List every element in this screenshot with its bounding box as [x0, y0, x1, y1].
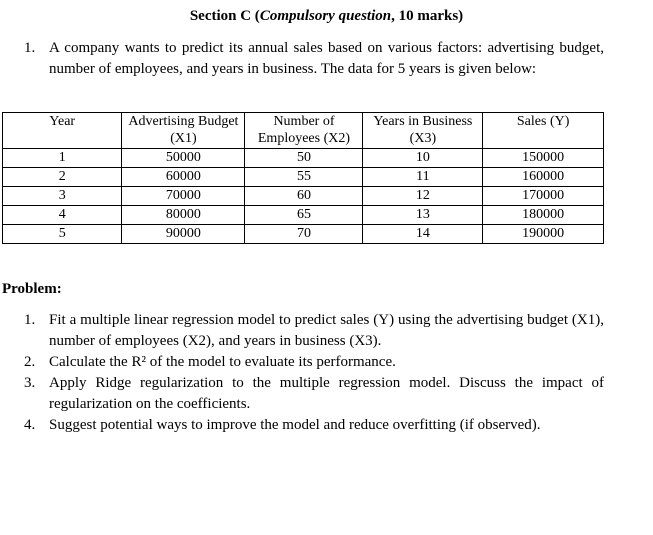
table-cell: 2 — [3, 168, 122, 187]
column-header: Years in Business (X3) — [363, 113, 483, 149]
title-prefix: Section C ( — [189, 8, 260, 24]
problem-item — [24, 373, 604, 415]
table-cell: 190000 — [483, 225, 604, 244]
table-row — [3, 149, 604, 168]
table-cell: 150000 — [483, 149, 604, 168]
table-cell: 50000 — [122, 149, 245, 168]
table-cell: 180000 — [483, 206, 604, 225]
table-cell: 170000 — [483, 187, 604, 206]
problem-text: Apply Ridge regularization to the multiple regression model. Discuss the impact of regularization on the coefficients. — [49, 375, 604, 412]
problem-heading: Problem: — [2, 281, 62, 297]
problem-item — [24, 352, 604, 373]
problem-text: Fit a multiple linear regression model to predict sales (Y) using the advertising budget (X1), number of employees (X2), and years in business (X3). — [49, 312, 604, 349]
problem-item — [24, 415, 604, 436]
problem-list — [24, 310, 604, 436]
table-cell: 3 — [3, 187, 122, 206]
question-1 — [24, 38, 604, 80]
data-table — [2, 112, 604, 244]
question-text: A company wants to predict its annual sales based on various factors: advertising budget, number of employees, and years in business. The data for 5 years is given below: — [49, 40, 604, 77]
title-italic: Compulsory question — [259, 8, 392, 24]
column-header: Number of Employees (X2) — [245, 113, 363, 149]
table-cell: 70000 — [122, 187, 245, 206]
table-cell: 13 — [363, 206, 483, 225]
table-cell: 14 — [363, 225, 483, 244]
problem-text: Calculate the R² of the model to evaluate its performance. — [49, 354, 396, 370]
table-cell: 90000 — [122, 225, 245, 244]
table-cell: 65 — [245, 206, 363, 225]
table-row — [3, 168, 604, 187]
section-title — [0, 8, 653, 25]
table-cell: 12 — [363, 187, 483, 206]
table-cell: 60 — [245, 187, 363, 206]
table-row — [3, 187, 604, 206]
table-cell: 60000 — [122, 168, 245, 187]
table-cell: 80000 — [122, 206, 245, 225]
table-cell: 1 — [3, 149, 122, 168]
column-header: Year — [3, 113, 122, 149]
table-header-row — [3, 113, 604, 149]
problem-item — [24, 310, 604, 352]
question-number: 1. — [24, 40, 36, 56]
table-cell: 55 — [245, 168, 363, 187]
table-row — [3, 225, 604, 244]
title-suffix: , 10 marks) — [391, 8, 464, 24]
table-cell: 160000 — [483, 168, 604, 187]
table-cell: 4 — [3, 206, 122, 225]
table-cell: 50 — [245, 149, 363, 168]
table-cell: 11 — [363, 168, 483, 187]
table-row — [3, 206, 604, 225]
column-header: Advertising Budget (X1) — [122, 113, 245, 149]
table-cell: 70 — [245, 225, 363, 244]
problem-number: 4. — [24, 417, 36, 433]
problem-text: Suggest potential ways to improve the model and reduce overfitting (if observed). — [49, 417, 541, 433]
problem-number: 3. — [24, 375, 36, 391]
table-cell: 10 — [363, 149, 483, 168]
problem-number: 1. — [24, 312, 36, 328]
problem-number: 2. — [24, 354, 36, 370]
table-cell: 5 — [3, 225, 122, 244]
column-header: Sales (Y) — [483, 113, 604, 149]
